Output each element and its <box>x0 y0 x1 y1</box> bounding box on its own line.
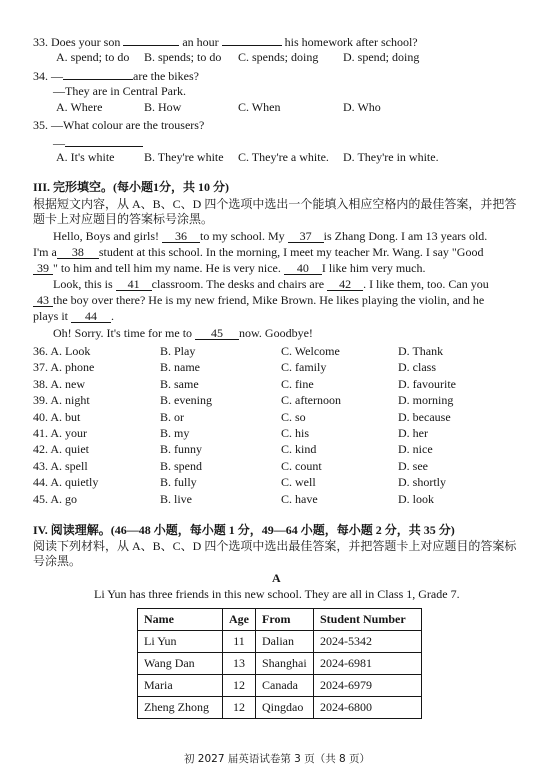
cloze-option: C. count <box>281 458 322 473</box>
section4-title: IV. 阅读理解。(46—48 小题，每小题 1 分，49—64 小题，每小题 2 分，共 35 分) <box>33 523 455 537</box>
blank-42: 42 <box>327 278 363 291</box>
q33-option-d: D. spend; doing <box>343 50 420 64</box>
q33-stem <box>33 33 418 50</box>
q34-blank <box>63 67 133 80</box>
passage-text: . I like them, too. Can you <box>363 277 489 291</box>
table-cell: Canada <box>256 675 314 697</box>
cloze-option: D. shortly <box>398 475 446 490</box>
table-row <box>138 697 422 719</box>
q35-option-c: C. They're a white. <box>238 150 329 164</box>
table-cell: Wang Dan <box>138 653 223 675</box>
section3-instruction: 题卡上对应题目的答案标号涂黑。 <box>33 212 214 226</box>
blank-40: 40 <box>284 262 322 275</box>
passage-text: is Zhang Dong. I am 13 years old. <box>323 229 488 243</box>
student-info-table <box>137 608 422 719</box>
cloze-option: B. live <box>160 491 192 506</box>
table-cell: Maria <box>138 675 223 697</box>
blank-36: 36 <box>162 230 200 243</box>
cloze-option: B. evening <box>160 393 212 408</box>
q34-option-d: D. Who <box>343 100 381 114</box>
cloze-option: C. Welcome <box>281 344 340 358</box>
cloze-option: 39. A. night <box>33 393 90 408</box>
passage-text: I like him very much. <box>321 261 426 275</box>
cloze-option: C. fine <box>281 376 314 391</box>
passage-line <box>53 229 487 244</box>
section4-instruction: 号涂黑。 <box>33 554 82 568</box>
q34-stem: 34. — are the bikes? <box>33 69 199 83</box>
table-cell: 2024-6800 <box>314 697 422 719</box>
table-cell: Shanghai <box>256 653 314 675</box>
table-cell: 2024-6979 <box>314 675 422 697</box>
blank-38: 38 <box>57 246 99 259</box>
passage-text: I'm a <box>33 245 57 259</box>
q34-stem-part: are the bikes? <box>133 69 199 83</box>
blank-39: 39 <box>33 262 53 275</box>
cloze-option: C. well <box>281 475 316 490</box>
table-cell: Dalian <box>256 631 314 653</box>
passage-line <box>33 293 484 308</box>
cloze-option: C. kind <box>281 442 317 457</box>
cloze-option: 44. A. quietly <box>33 475 99 490</box>
cloze-option: B. or <box>160 409 184 424</box>
q35-option-a: A. It's white <box>56 150 115 164</box>
cloze-option: 43. A. spell <box>33 458 88 473</box>
cloze-option: C. have <box>281 491 318 506</box>
table-row <box>138 631 422 653</box>
q33-option-c: C. spends; doing <box>238 50 319 64</box>
q34-option-c: C. When <box>238 100 281 114</box>
blank-43: 43 <box>33 294 53 307</box>
cloze-option: 38. A. new <box>33 376 85 391</box>
table-header-row <box>138 609 422 631</box>
passage-line <box>33 245 483 260</box>
section4-instruction: 阅读下列材料，从 A、B、C、D 四个选项中选出最佳答案，并把答题卡上对应题目的答案标 <box>33 539 517 553</box>
passage-text: classroom. The desks and chairs are <box>151 277 325 291</box>
cloze-option: D. see <box>398 458 428 473</box>
cloze-option: C. afternoon <box>281 393 341 408</box>
cloze-option: 40. A. but <box>33 409 81 424</box>
table-header: Age <box>223 609 256 631</box>
table-cell: 2024-6981 <box>314 653 422 675</box>
q33-option-b: B. spends; to do <box>144 50 222 64</box>
blank-44: 44 <box>71 310 111 323</box>
passage-text: Hello, Boys and girls! <box>53 229 159 243</box>
passage-label: A <box>272 571 281 585</box>
cloze-option: D. her <box>398 426 428 440</box>
cloze-option: 36. A. Look <box>33 344 91 358</box>
blank-45: 45 <box>195 327 239 340</box>
blank-37: 37 <box>288 230 324 243</box>
q33-blank-1 <box>123 33 179 46</box>
cloze-option: B. Play <box>160 344 196 358</box>
cloze-option: D. class <box>398 360 436 375</box>
table-cell: 2024-5342 <box>314 631 422 653</box>
q35-dash: — <box>53 136 65 150</box>
cloze-option: B. same <box>160 376 199 391</box>
cloze-option: B. funny <box>160 442 202 457</box>
passage-text: plays it <box>33 309 68 323</box>
cloze-option: D. because <box>398 409 451 424</box>
passage-text: student at this school. In the morning, I meet my teacher Mr. Wang. I say "Good <box>98 245 484 259</box>
cloze-option: C. his <box>281 426 310 440</box>
cloze-option: C. family <box>281 360 327 375</box>
table-row <box>138 653 422 675</box>
blank-41: 41 <box>116 278 152 291</box>
q34-reply: —They are in Central Park. <box>53 84 186 98</box>
table-cell: 12 <box>223 675 256 697</box>
cloze-option: B. fully <box>160 475 197 490</box>
cloze-option: 41. A. your <box>33 426 87 440</box>
passage-text: now. Goodbye! <box>239 326 313 340</box>
cloze-option: B. name <box>160 360 200 375</box>
passage-line <box>33 261 426 276</box>
table-header: Name <box>138 609 223 631</box>
cloze-option: D. look <box>398 491 434 506</box>
cloze-option: 37. A. phone <box>33 360 95 375</box>
q33-blank-2 <box>222 33 282 46</box>
q33-option-a: A. spend; to do <box>56 50 130 64</box>
cloze-option: D. nice <box>398 442 433 457</box>
cloze-option: B. my <box>160 426 190 440</box>
q34-number: 34. <box>33 69 48 83</box>
table-header: From <box>256 609 314 631</box>
q33-stem-part: his homework after school? <box>284 35 418 49</box>
section3-title: III. 完形填空。(每小题1分，共 10 分) <box>33 180 230 194</box>
section3-instruction: 根据短文内容，从 A、B、C、D 四个选项中选出一个能填入相应空格内的最佳答案，并把答 <box>33 197 517 211</box>
passage-text: to my school. My <box>200 229 285 243</box>
passage-text: . <box>111 309 114 323</box>
q35-option-d: D. They're in white. <box>343 150 439 164</box>
passage-text: Look, this is <box>53 277 113 291</box>
table-cell: Qingdao <box>256 697 314 719</box>
cloze-option: 45. A. go <box>33 491 78 506</box>
cloze-option: D. favourite <box>398 376 456 391</box>
passage-text: the boy over there? He is my new friend, Mike Brown. He likes playing the violin, and he <box>53 293 485 307</box>
table-cell: Zheng Zhong <box>138 697 223 719</box>
passage-line <box>33 309 114 324</box>
passage-line <box>53 326 313 341</box>
q33-stem-part: 33. Does your son <box>33 35 121 49</box>
q35-option-b: B. They're white <box>144 150 224 164</box>
q33-stem-part: an hour <box>182 35 219 49</box>
table-cell: 13 <box>223 653 256 675</box>
cloze-option: D. morning <box>398 393 454 408</box>
table-row <box>138 675 422 697</box>
passage-text: Oh! Sorry. It's time for me to <box>53 326 193 340</box>
passage-intro: Li Yun has three friends in this new school. They are all in Class 1, Grade 7. <box>94 587 460 601</box>
q35-reply <box>53 134 143 151</box>
cloze-option: D. Thank <box>398 344 444 358</box>
cloze-option: C. so <box>281 409 306 424</box>
passage-line <box>53 277 489 292</box>
q35-blank <box>65 134 143 147</box>
passage-text: " to him and tell him my name. He is very nice. <box>53 261 281 275</box>
q34-option-b: B. How <box>144 100 182 114</box>
table-cell: 12 <box>223 697 256 719</box>
table-cell: Li Yun <box>138 631 223 653</box>
table-cell: 11 <box>223 631 256 653</box>
q35-stem: 35. —What colour are the trousers? <box>33 118 205 132</box>
cloze-option: B. spend <box>160 458 202 473</box>
table-header: Student Number <box>314 609 422 631</box>
q34-option-a: A. Where <box>56 100 103 114</box>
page-footer: 初 2027 届英语试卷第 3 页（共 8 页） <box>183 753 371 765</box>
cloze-option: 42. A. quiet <box>33 442 89 457</box>
